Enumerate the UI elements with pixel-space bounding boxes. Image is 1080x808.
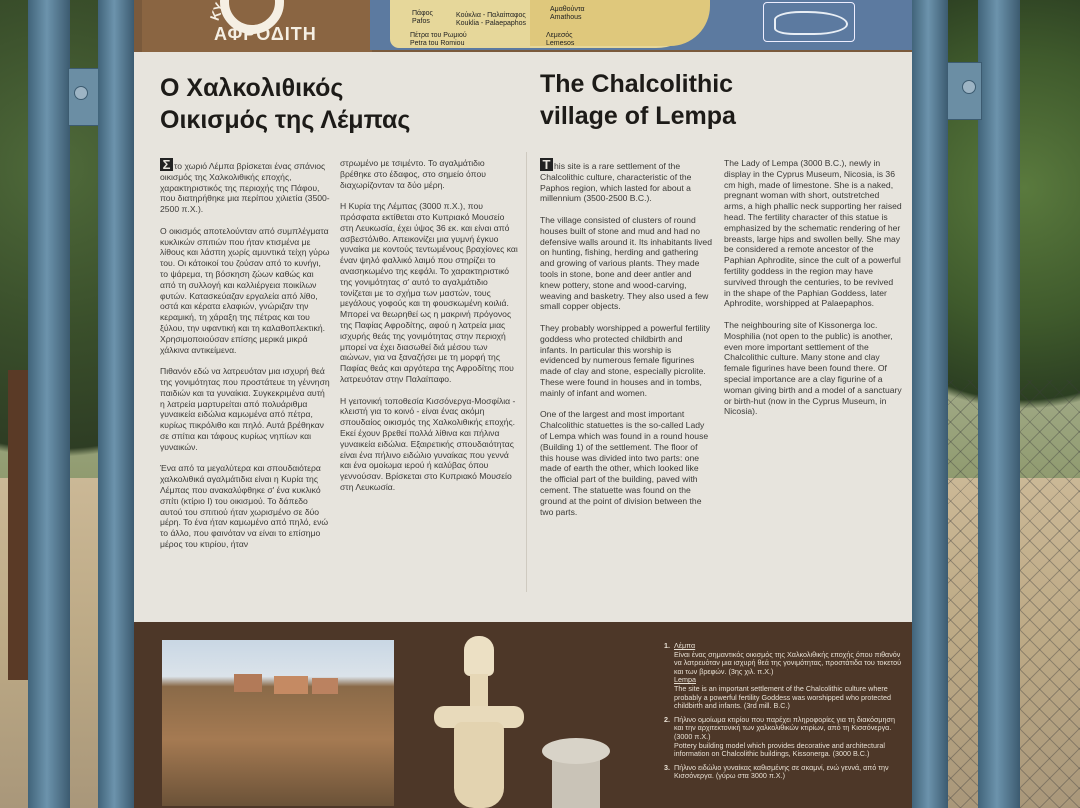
greek-dropcap: Σ <box>160 158 173 171</box>
sign-post-left-outer <box>28 0 70 808</box>
greek-column-2: στρωμένο με τσιμέντο. Το αγαλμάτιδιο βρέθηκε στο έδαφος, στο σημείο όπου διαχωρίζονταν τα δύο μέρη. Η Κυρία της Λέμπας (3000 π.Χ.), που πρόσφατα εκτίθεται στο Κυπριακό Μουσείο στη Λευκωσία, έχει ύψος 36 εκ. και είναι από ασβεστόλιθο. Απεικονίζει μια γυμνή έγκυο γυναίκα με κοντούς τεντωμένους βραχίονες και έναν ψηλό φαλλικό λαιμό που στηρίζει το ανασηκωμένο της κεφάλι. Το χαρακτηριστικό της γονιμότητας σ' αυτό το αγαλμάτιδιο τονίζεται με το σχήμα των μαστών, τους μεγάλους γοφούς και τη φουσκωμένη κοιλιά. Μπορεί να θεωρηθεί ως η μακρινή πρόγονος της Παφίας Αφροδίτης, αφού η λατρεία μιας ισχυρής θεάς της γονιμότητας στην περιοχή μπορεί να έχει διασωθεί διά μέσου των αιώνων, για να ξαναζήσει με τη μορφή της Παφίας θεάς και αργότερα της Αφροδίτης που λατρευόταν στην Παλαίπαφο. Η γειτονική τοποθεσία Κισσόνεργα-Μοσφίλια - κλειστή για το κοινό - είναι ένας ακόμη σπουδαίος οικισμός της Χαλκολιθικής εποχής. Εκεί έχουν βρεθεί πολλά λίθινα και πήλινα γυναικεία ειδώλια. Εξαιρετικής σπουδαιότητας είναι ένα πήλινο ειδώλιο γυναίκας που γεννά και ένα ομοίωμα ιερού ή καλύβας όπου γεννούσαν. Βρίσκεται στο Κυπριακό Μουσείο στη Λευκωσία. <box>340 158 518 492</box>
caption-2: 2. Πήλινο ομοίωμα κτιρίου που παρέχει πληροφορίες για τη διακόσμηση και την αρχιτεκτονική των χαλκολιθικών κτιρίων, από τη Κισσόνεργα. (3000 π.Χ.) Pottery building model which provides decorative and architectural information on Chalcolithic buildings, Kissonerga. (3000 B.C.) <box>664 714 895 759</box>
captions <box>664 642 904 786</box>
model-top <box>542 738 610 764</box>
english-column-2: The Lady of Lempa (3000 B.C.), newly in display in the Cyprus Museum, Nicosia, is 36 cm high, made of limestone. She is a naked, pregnant woman with short, outstretched arms, a high phallic neck supporting her raised head. The fertility character of this statue is emphasized by the schematic rendering of her breasts, large hips and swollen belly. She may be considered a remote ancestor of the Paphian Aphrodite, since the cult of a powerful fertility goddess in the region may have survived through the centuries, to be revived in the shape of the Paphian Goddess, later Aphrodite, worshipped at Palaepaphos. The neighbouring site of Kissonerga loc. Mosphilia (not open to the public) is another, even more important settlement of the Chalcolithic culture. Many stone and clay female figurines have been found there. Of special importance are a clay figurine of a woman giving birth and a model of a sanctuary or birth-hut (now in the Cyprus Museum, in Nicosia). <box>724 158 902 417</box>
map-label-pafos: Πάφος Pafos <box>412 10 433 25</box>
map-label-petra: Πέτρα του Ρωμιού Petra tou Romiou <box>410 32 467 47</box>
map-label-lemesos: Λεμεσός Lemesos <box>546 32 575 47</box>
logo-text: ΑΦΡΟΔΙΤΗ <box>214 24 317 44</box>
region-map <box>370 0 915 50</box>
map-label-kouklia: Κούκλια - Παλαίπαφος Kouklia - Palaepaphos <box>456 12 527 27</box>
image-strip <box>134 622 912 808</box>
wooden-fence-post <box>8 370 30 680</box>
excavation-photo <box>162 640 394 806</box>
bolt-icon <box>74 86 88 100</box>
greek-column-1: Σ το χωριό Λέμπα βρίσκεται ένας σπάνιος οικισμός της Χαλκολιθικής εποχής, χαρακτηριστικός της περιοχής της Πάφου, που διατηρήθηκε μια περίπου χιλιετία (3500-2500 π.Χ.). Ο οικισμός αποτελούνταν από συμπλέγματα κυκλικών σπιτιών που ήταν κτισμένα με λίθους και λάσπη χωρίς αμυντικά τείχη γύρω του. Οι κάτοικοί του ζούσαν από το κυνήγι, το ψάρεμα, τη βόσκηση ζώων καθώς και από τη συλλογή και καλλιέργεια ποικίλων φυτών. Κατασκεύαζαν εργαλεία από λίθο, οστά και κέρατα ελαφιών, γνώριζαν την κεραμική, τη χάραξη της πέτρας και του ξύλου, την υφαντική και τη καλαθοπλεκτική. Χρησιμοποιούσαν επίσης μερικά μικρά χάλκινα αντικείμενα. Πιθανόν εδώ να λατρευόταν μια ισχυρή θεά της γονιμότητας που προστάτευε τη γέννηση παιδιών και τα γυναίκια. Συγκεκριμένα αυτή η λατρεία μαρτυρείται από πολυάριθμα γυναικεία ειδώλια καμωμένα από πέτρα, κυρίως πικρόλιθο και πηλό. Αυτά βρέθηκαν σε σπίτια και τάφους κυρίως νηπίων και γυναικών. Ένα από τα μεγαλύτερα και σπουδαιότερα χαλκολιθικά αγαλμάτιδια είναι η Κυρία της Λέμπας που ανακαλύφθηκε σ' ένα κυκλικό σπίτι (κτίριο Ι) του οικισμού. Το δάπεδο αυτού του σπιτιού ήταν χωρισμένο σε δύο μέρη. Το ένα ήταν καμωμένο από πηλό, ενώ το άλλο, που φαινόταν να είναι το επίσημο μέρος του κτιρίου, ήταν <box>160 157 330 549</box>
logo-mark-letters: ΚΥ <box>206 0 228 23</box>
aphrodite-route-logo <box>142 0 372 52</box>
building-model-object <box>542 738 610 808</box>
photo-hut <box>274 676 308 694</box>
bolt-icon <box>962 80 976 94</box>
photo-hut <box>234 674 262 692</box>
caption-3: 3. Πήλινο ειδώλιο γυναίκας καθισμένης σε σκαμνί, ενώ γεννά, από την Κισσόνεργα. (γύρω στα 3000 π.Χ.) <box>664 762 889 781</box>
figurine-head <box>464 636 494 676</box>
figurine-neck <box>470 674 488 710</box>
greek-title: Ο Χαλκολιθικός Οικισμός της Λέμπας <box>160 74 411 134</box>
sign-post-right-inner <box>912 0 948 808</box>
sign-header <box>134 0 912 52</box>
cyprus-outline-icon <box>774 11 848 35</box>
sign-post-left-inner <box>98 0 134 808</box>
photo-hut <box>312 678 338 694</box>
figurine-body <box>454 722 504 808</box>
text-panel <box>134 52 912 622</box>
information-sign <box>134 0 912 808</box>
caption-1: 1. Λέμπα Είναι ένας σημαντικός οικισμός της Χαλκολιθικής εποχής όπου πιθανόν να λατρευόταν μια ισχυρή θεά της γονιμότητας, προστάτιδα του τοκετού και των βρεφών. (3ης χιλ. π.Χ.) Lempa The site is an important settlement of the Chalcolithic culture where probably a powerful fertility Goddess was worshipped who protected childbirth and infants. (3rd mill. B.C.) <box>664 641 902 711</box>
sign-post-right-outer <box>978 0 1020 808</box>
lady-of-lempa-figurine <box>434 636 524 808</box>
cyprus-inset-map <box>763 2 855 42</box>
english-column-1: T his site is a rare settlement of the Chalcolithic culture, characteristic of the Paphos region, which lasted for about a millennium (3500-2500 B.C.). The village consisted of clusters of round houses built of stone and mud and had no defensive walls around it. Its inhabitants lived on hunting, fishing, herding and gathering and growing of various plants. They made tools in stone, bone and deer antler and knew pottery, stone and wood-carving, weaving and basketry. They also used a few small copper objects. They probably worshipped a powerful fertility goddess who protected childbirth and infants. In particular this worship is evidenced by numerous female figurines made of clay and stone, especially picrolite. These were found in houses and in tombs, mainly of infant and women. One of the largest and most important Chalcolithic statuettes is the so-called Lady of Lempa which was found in a round house (Building 1) of the settlement. The floor of this house was divided into two parts: one made of earth the other, which looked like the official part of the building, paved with cement. The statuette was found on the ground at the point of division between the two parts. <box>540 157 712 517</box>
map-label-amathous: Αμαθούντα Amathous <box>550 6 585 21</box>
column-divider <box>526 152 527 592</box>
english-title: The Chalcolithic village of Lempa <box>540 70 736 130</box>
english-dropcap: T <box>540 158 553 171</box>
